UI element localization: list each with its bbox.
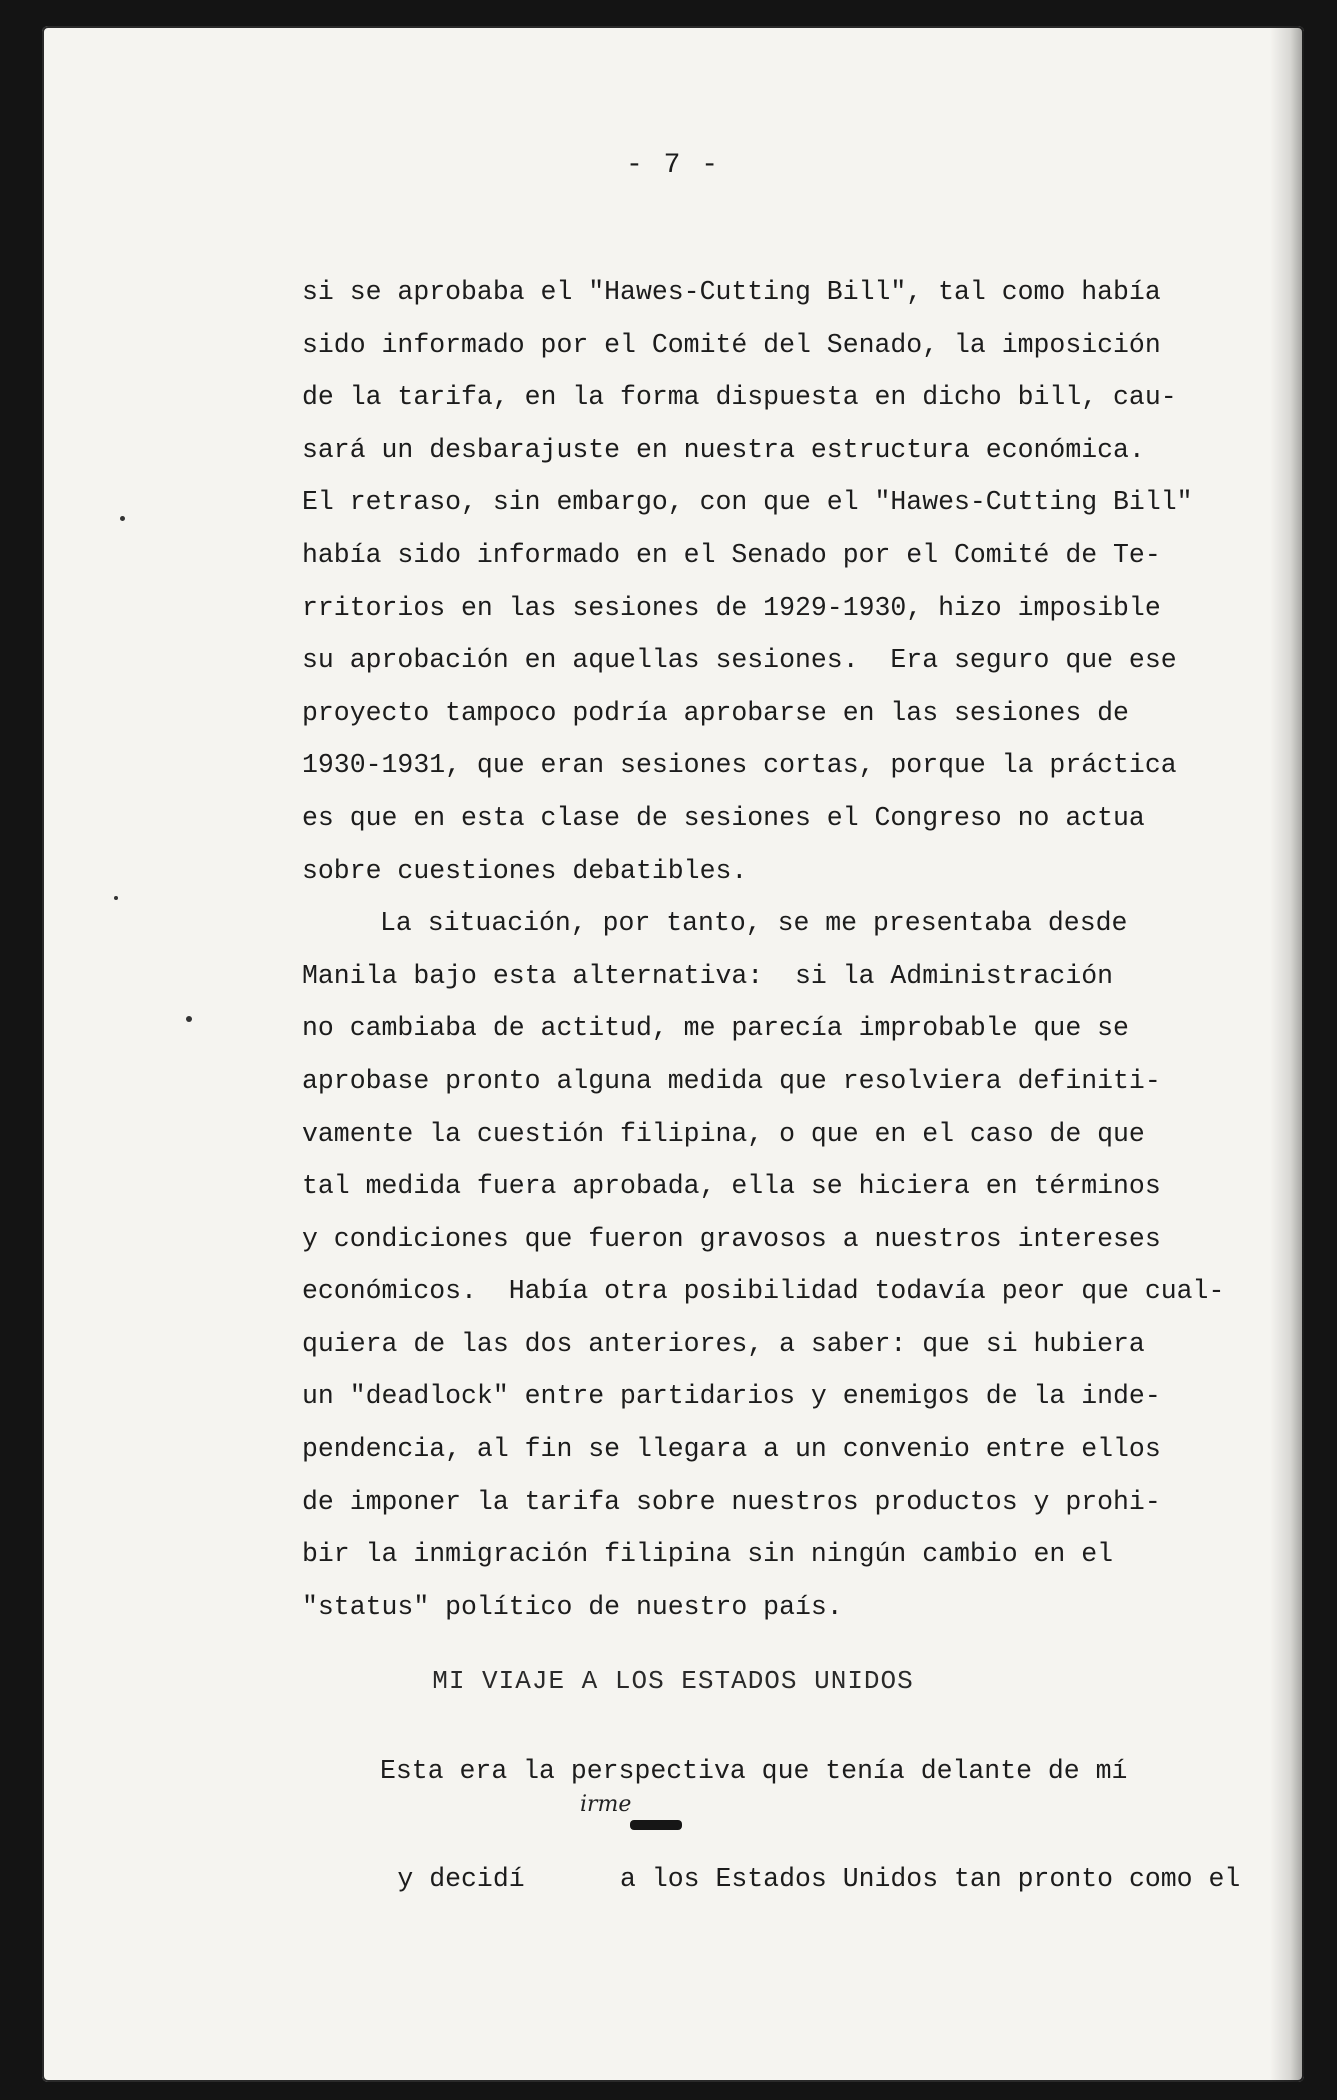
body-text xyxy=(302,266,1282,1633)
text-line: sobre cuestiones debatibles. xyxy=(302,855,748,886)
text-line xyxy=(302,1792,1241,1894)
text-line: económicos. Había otra posibilidad todavía peor que cual- xyxy=(302,1276,1225,1307)
paper-speck xyxy=(114,896,118,900)
text-line: vamente la cuestión filipina, o que en el caso de que xyxy=(302,1118,1145,1149)
text-line: "status" político de nuestro país. xyxy=(302,1591,843,1622)
text-line: La situación, por tanto, se me presentaba desde xyxy=(380,908,1128,939)
text-line: y condiciones que fueron gravosos a nuestros intereses xyxy=(302,1223,1161,1254)
section-heading: MI VIAJE A LOS ESTADOS UNIDOS xyxy=(432,1666,914,1696)
text-line: es que en esta clase de sesiones el Congreso no actua xyxy=(302,802,1145,833)
text-line: un "deadlock" entre partidarios y enemigos de la inde- xyxy=(302,1381,1161,1412)
paper-speck xyxy=(186,1016,192,1022)
text-line: si se aprobaba el "Hawes-Cutting Bill", tal como había xyxy=(302,277,1161,307)
text-line: pendencia, al fin se llegara a un convenio entre ellos xyxy=(302,1434,1161,1465)
text-line: había sido informado en el Senado por el Comité de Te- xyxy=(302,539,1161,570)
text-line: El retraso, sin embargo, con que el "Hawes-Cutting Bill" xyxy=(302,487,1193,518)
paragraph-2 xyxy=(302,897,1282,1633)
text-line: sido informado por el Comité del Senado, la imposición xyxy=(302,329,1161,360)
strikethrough-mark xyxy=(630,1820,682,1830)
text-line: tal medida fuera aprobada, ella se hiciera en términos xyxy=(302,1171,1161,1202)
page-number: - 7 - xyxy=(625,150,720,181)
text-line: de imponer la tarifa sobre nuestros productos y prohi- xyxy=(302,1486,1161,1517)
text-line: su aprobación en aquellas sesiones. Era seguro que ese xyxy=(302,645,1177,676)
paragraph-1 xyxy=(302,266,1282,897)
text-line: bir la inmigración filipina sin ningún cambio en el xyxy=(302,1539,1114,1570)
text-line: de la tarifa, en la forma dispuesta en dicho bill, cau- xyxy=(302,382,1177,413)
text-line: 1930-1931, que eran sesiones cortas, porque la práctica xyxy=(302,750,1177,781)
text-line: aprobase pronto alguna medida que resolviera definiti- xyxy=(302,1065,1161,1096)
text-line: no cambiaba de actitud, me parecía improbable que se xyxy=(302,1013,1129,1044)
paragraph-3 xyxy=(302,1744,1241,1894)
text-line-content: y decidí a los Estados Unidos tan pronto como el xyxy=(397,1864,1241,1894)
text-line: sará un desbarajuste en nuestra estructura económica. xyxy=(302,434,1145,465)
text-line: Esta era la perspectiva que tenía delante de mí xyxy=(380,1756,1128,1786)
text-line: Manila bajo esta alternativa: si la Administración xyxy=(302,960,1114,991)
text-line: rritorios en las sesiones de 1929-1930, hizo imposible xyxy=(302,592,1161,623)
handwritten-insertion: irme xyxy=(580,1792,632,1817)
text-line: proyecto tampoco podría aprobarse en las sesiones de xyxy=(302,697,1129,728)
paper-speck xyxy=(120,516,125,521)
document-page xyxy=(42,26,1304,2082)
text-line: quiera de las dos anteriores, a saber: que si hubiera xyxy=(302,1328,1145,1359)
